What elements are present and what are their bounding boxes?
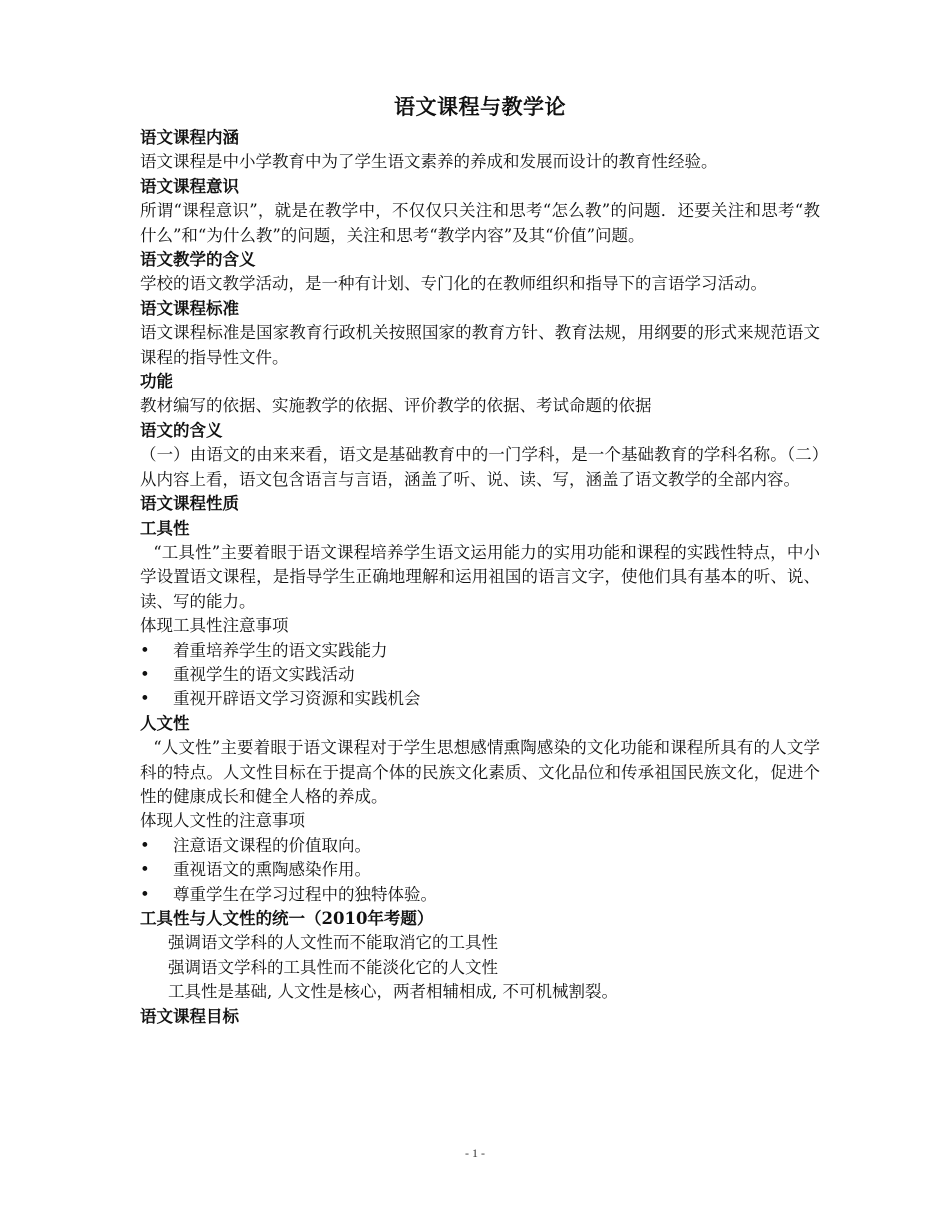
list-item: • 着重培养学生的语文实践能力 <box>140 639 820 663</box>
heading-curriculum-goals: 语文课程目标 <box>140 1006 239 1026</box>
humanism-bullet-list <box>140 834 820 907</box>
heading-humanism: 人文性 <box>140 713 190 733</box>
list-item: • 重视语文的熏陶感染作用。 <box>140 858 820 882</box>
list-item: • 重视学生的语文实践活动 <box>140 663 820 687</box>
paragraph-teaching-meaning: 学校的语文教学活动，是一种有计划、专门化的在教师组织和指导下的言语学习活动。 <box>140 274 767 294</box>
heading-teaching-meaning: 语文教学的含义 <box>140 250 256 270</box>
bullet-icon: • <box>140 664 150 684</box>
unity-line-2: 强调语文学科的工具性而不能淡化它的人文性 <box>168 957 498 977</box>
page-number: - 1 - <box>465 1146 485 1160</box>
paragraph-curriculum-connotation: 语文课程是中小学教育中为了学生语文素养的养成和发展而设计的教育性经验。 <box>140 152 718 172</box>
paragraph-curriculum-awareness: 所谓“课程意识”，就是在教学中，不仅仅只关注和思考“怎么教”的问题．还要关注和思考“教什么”和“为什么教”的问题，关注和思考“教学内容”及其“价值”问题。 <box>140 201 820 245</box>
unity-line-3: 工具性是基础, 人文性是核心，两者相辅相成, 不可机械割裂。 <box>168 982 618 1002</box>
list-item: • 尊重学生在学习过程中的独特体验。 <box>140 883 820 907</box>
instrumentality-bullet-list <box>140 639 820 712</box>
bullet-icon: • <box>140 640 150 660</box>
list-item: • 注意语文课程的价值取向。 <box>140 834 820 858</box>
bullet-icon: • <box>140 689 150 709</box>
heading-function: 功能 <box>140 372 173 392</box>
paragraph-instrumentality: “工具性”主要着眼于语文课程培养学生语文运用能力的实用功能和课程的实践性特点，中小学设置语文课程，是指导学生正确地理解和运用祖国的语言文字，使他们具有基本的听、说、读、写的能力。 <box>140 542 820 611</box>
paragraph-function: 教材编写的依据、实施教学的依据、评价教学的依据、考试命题的依据 <box>140 396 652 416</box>
bullet-icon: • <box>140 860 150 880</box>
subheading-instrumentality-notes: 体现工具性注意事项 <box>140 616 289 636</box>
heading-unity: 工具性与人文性的统一（2010年考题） <box>140 909 434 928</box>
unity-line-1: 强调语文学科的人文性而不能取消它的工具性 <box>168 933 498 953</box>
paragraph-humanism: “人文性”主要着眼于语文课程对于学生思想感情熏陶感染的文化功能和课程所具有的人文学科的特点。人文性目标在于提高个体的民族文化素质、文化品位和传承祖国民族文化，促进个性的健康成长和健全人格的养成。 <box>140 738 820 806</box>
bullet-icon: • <box>140 835 150 855</box>
heading-chinese-meaning: 语文的含义 <box>140 420 223 440</box>
heading-curriculum-standard: 语文课程标准 <box>140 298 239 318</box>
subheading-humanism-notes: 体现人文性的注意事项 <box>140 811 305 831</box>
document-page <box>140 92 820 1029</box>
bullet-icon: • <box>140 884 150 904</box>
heading-curriculum-connotation: 语文课程内涵 <box>140 128 239 147</box>
heading-curriculum-awareness: 语文课程意识 <box>140 176 239 196</box>
heading-curriculum-nature: 语文课程性质 <box>140 494 239 514</box>
document-title: 语文课程与教学论 <box>394 94 566 119</box>
paragraph-chinese-meaning: （一）由语文的由来来看，语文是基础教育中的一门学科，是一个基础教育的学科名称。（二）从内容上看，语文包含语言与言语，涵盖了听、说、读、写，涵盖了语文教学的全部内容。 <box>140 445 820 489</box>
heading-instrumentality: 工具性 <box>140 518 190 538</box>
list-item: • 重视开辟语文学习资源和实践机会 <box>140 687 820 711</box>
paragraph-curriculum-standard: 语文课程标准是国家教育行政机关按照国家的教育方针、教育法规，用纲要的形式来规范语文课程的指导性文件。 <box>140 323 820 367</box>
